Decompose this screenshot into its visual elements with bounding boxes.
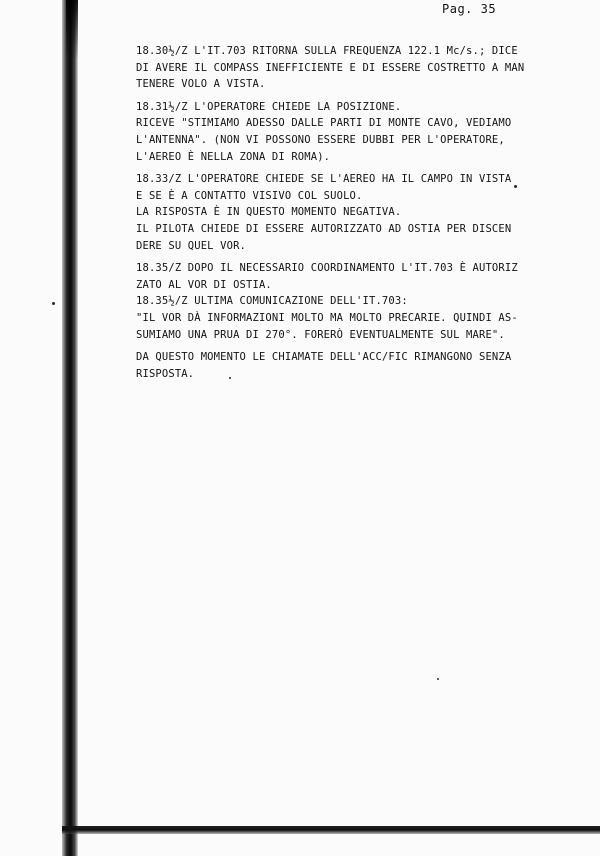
text-line: 18.30½/Z L'IT.703 RITORNA SULLA FREQUENZA 122.1 Mc/s.; DICE [136,45,518,57]
page-bottom-edge [62,826,600,834]
paragraph-1833 [136,171,596,254]
text-line: DI AVERE IL COMPASS INEFFICIENTE E DI ESSERE COSTRETTO A MAN [136,61,525,74]
page-number: Pag. 35 [442,2,497,16]
text-line: 18.31½/Z L'OPERATORE CHIEDE LA POSIZIONE. [136,100,402,113]
paragraph-1830 [136,43,596,93]
typed-text-body [136,43,596,388]
text-line: 18.35/Z DOPO IL NECESSARIO COORDINAMENTO L'IT.703 È AUTORIZ [136,262,518,275]
text-line: SUMIAMO UNA PRUA DI 270°. FORERÒ EVENTUALMENTE SUL MARE". [136,328,505,341]
text-line: ZATO AL VOR DI OSTIA. [136,278,272,291]
text-line: 18.33/Z L'OPERATORE CHIEDE SE L'AEREO HA IL CAMPO IN VISTA [136,173,512,186]
text-line: DA QUESTO MOMENTO LE CHIAMATE DELL'ACC/FIC RIMANGONO SENZA [136,351,512,364]
binding-shadow-top [66,0,78,60]
text-line: E SE È A CONTATTO VISIVO COL SUOLO. [136,189,363,202]
paragraph-final [136,349,596,382]
text-line: LA RISPOSTA È IN QUESTO MOMENTO NEGATIVA. [136,206,402,219]
text-line: TENERE VOLO A VISTA. [136,78,266,91]
scan-speck [437,678,439,680]
text-line: L'AEREO È NELLA ZONA DI ROMA). [136,150,331,163]
text-line: IL PILOTA CHIEDE DI ESSERE AUTORIZZATO AD OSTIA PER DISCEN [136,222,512,235]
text-line: RICEVE "STIMIAMO ADESSO DALLE PARTI DI MONTE CAVO, VEDIAMO [136,117,512,130]
text-line: L'ANTENNA". (NON VI POSSONO ESSERE DUBBI PER L'OPERATORE, [136,133,505,146]
text-line: "IL VOR DÀ INFORMAZIONI MOLTO MA MOLTO PRECARIE. QUINDI AS- [136,311,518,324]
text-line: RISPOSTA. [136,367,195,380]
paragraph-1831 [136,99,596,165]
text-line: DERE SU QUEL VOR. [136,239,247,252]
binding-shadow [62,0,78,856]
paragraph-1835 [136,260,596,343]
scan-speck [52,302,55,305]
text-line: 18.35½/Z ULTIMA COMUNICAZIONE DELL'IT.703: [136,295,408,308]
